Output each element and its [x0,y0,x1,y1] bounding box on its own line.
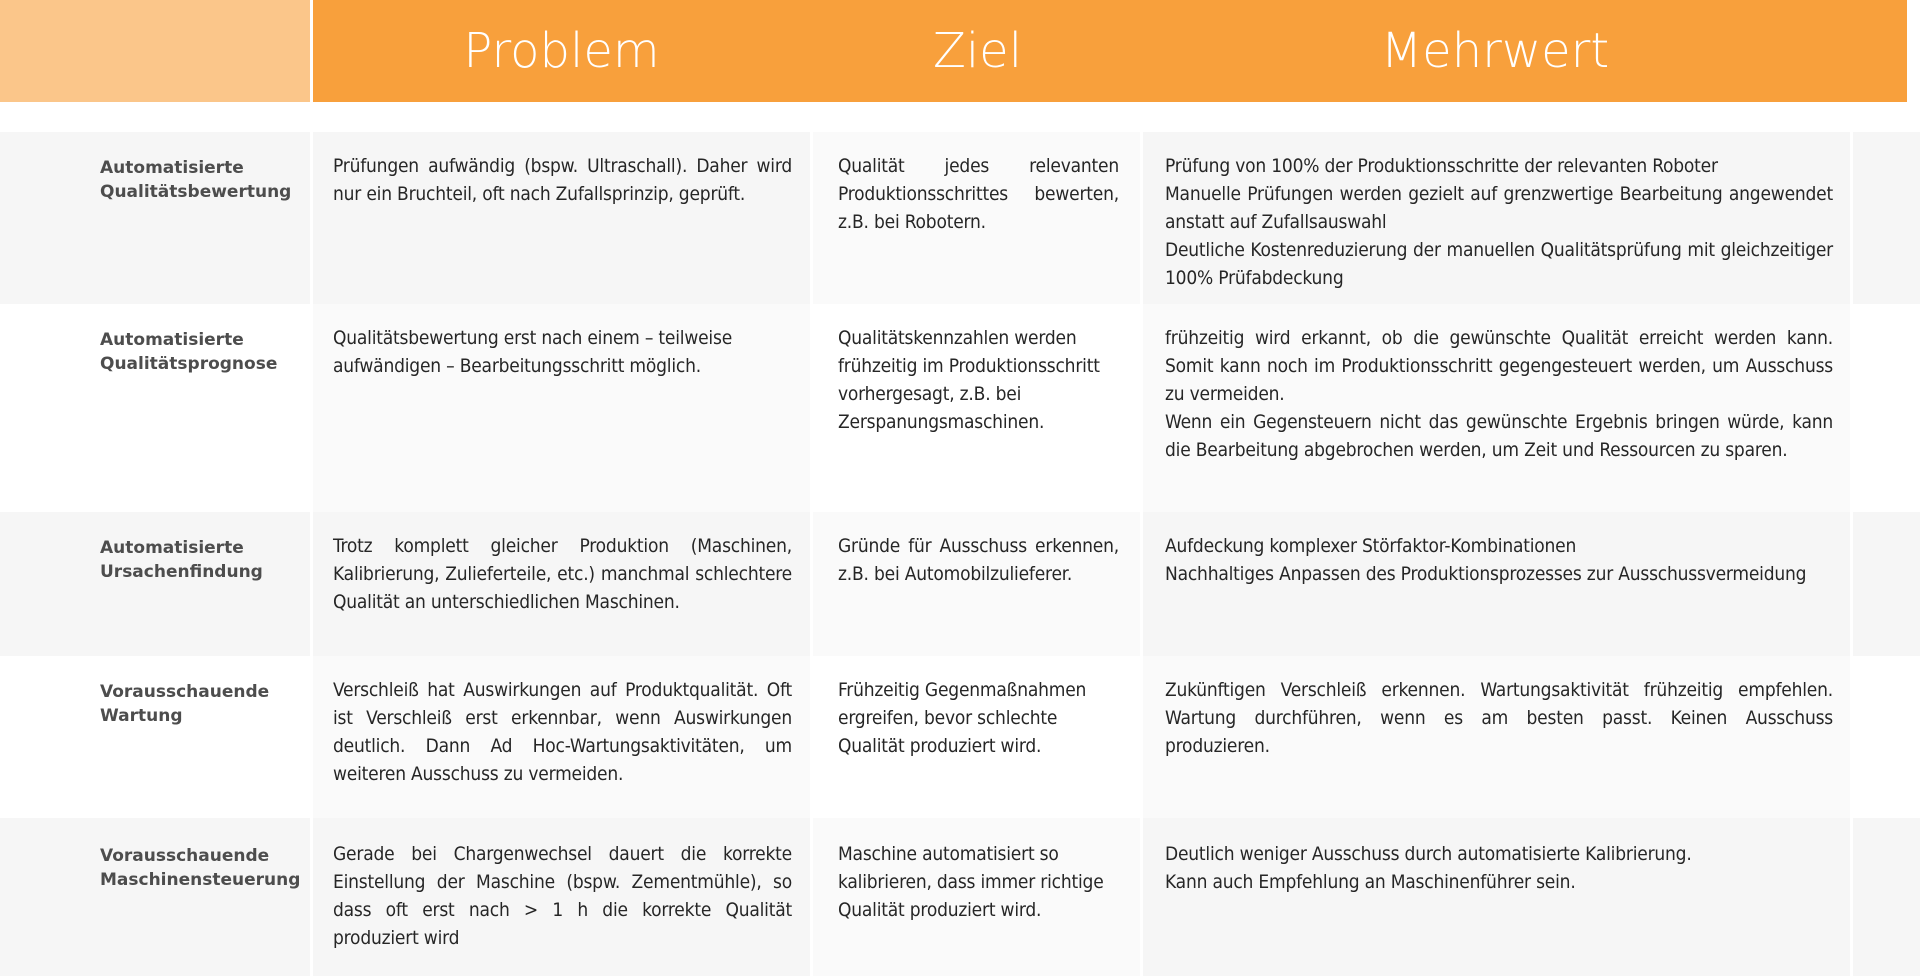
header-corner [0,0,310,102]
problem-text: Trotz komplett gleicher Produktion (Maschinen, Kalibrierung, Zulieferteile, etc.) manchmal schlechtere Qualität an unterschiedlichen Maschinen. [333,535,792,613]
row-label: Vorausschauende Wartung [100,682,270,726]
row-label: Automatisierte Qualitätsprognose [100,330,278,374]
problem-text: Qualitätsbewertung erst nach einem – teilweise aufwändigen – Bearbeitungsschritt möglich. [333,327,733,377]
ziel-text: Maschine automatisiert so kalibrieren, dass immer richtige Qualität produziert wird. [838,843,1104,921]
row-label: Automatisierte Ursachenfindung [100,538,263,582]
mehrwert-text: frühzeitig wird erkannt, ob die gewünschte Qualität erreicht werden kann. Somit kann noch im Produktionsschritt gegengesteuert werden, um Ausschuss zu vermeiden. Wenn ein Gegensteuern nicht das gewünschte Ergebnis bringen würde, kann die Bearbeitung abgebrochen werden, um Zeit und Ressourcen zu sparen. [1165,327,1833,461]
table-row [0,512,1920,656]
problem-text: Gerade bei Chargenwechsel dauert die korrekte Einstellung der Maschine (bspw. Zementmühle), so dass oft erst nach > 1 h die korrekte Qualität produziert wird [333,843,792,949]
row-label: Vorausschauende Maschinensteuerung [100,846,301,890]
ziel-text: Gründe für Ausschuss erkennen, z.B. bei Automobilzulieferer. [838,535,1119,585]
mehrwert-text: Aufdeckung komplexer Störfaktor-Kombinationen Nachhaltiges Anpassen des Produktionsprozesses zur Ausschussvermeidung [1165,535,1807,585]
problem-text: Prüfungen aufwändig (bspw. Ultraschall). Daher wird nur ein Bruchteil, oft nach Zufallsprinzip, geprüft. [333,155,792,205]
ziel-text: Qualitätskennzahlen werden frühzeitig im Produktionsschritt vorhergesagt, z.B. bei Zerspanungsmaschinen. [838,327,1100,433]
header-ziel: Ziel [932,23,1023,79]
table-row [0,132,1920,304]
table-row [0,304,1920,512]
mehrwert-text: Prüfung von 100% der Produktionsschritte der relevanten Roboter Manuelle Prüfungen werden gezielt auf grenzwertige Bearbeitung angewendet anstatt auf Zufallsauswahl Deutliche Kostenreduzierung der manuellen Qualitätsprüfung mit gleichzeitiger 100% Prüfabdeckung [1165,155,1833,289]
header-mehrwert: Mehrwert [1380,23,1610,79]
table-row [0,656,1920,818]
ziel-text: Qualität jedes relevanten Produktionsschrittes bewerten, z.B. bei Robotern. [838,155,1119,233]
mehrwert-text: Zukünftigen Verschleiß erkennen. Wartungsaktivität frühzeitig empfehlen. Wartung durchführen, wenn es am besten passt. Keinen Ausschuss produzieren. [1165,679,1833,757]
row-label: Automatisierte Qualitätsbewertung [100,158,292,202]
mehrwert-text: Deutlich weniger Ausschuss durch automatisierte Kalibrierung. Kann auch Empfehlung an Maschinenführer sein. [1165,843,1692,893]
ziel-text: Frühzeitig Gegenmaßnahmen ergreifen, bevor schlechte Qualität produziert wird. [838,679,1087,757]
problem-text: Verschleiß hat Auswirkungen auf Produktqualität. Oft ist Verschleiß erst erkennbar, wenn Auswirkungen deutlich. Dann Ad Hoc-Wartungsaktivitäten, um weiteren Ausschuss zu vermeiden. [333,679,792,785]
header-problem: Problem [463,23,660,79]
table-row [0,818,1920,976]
